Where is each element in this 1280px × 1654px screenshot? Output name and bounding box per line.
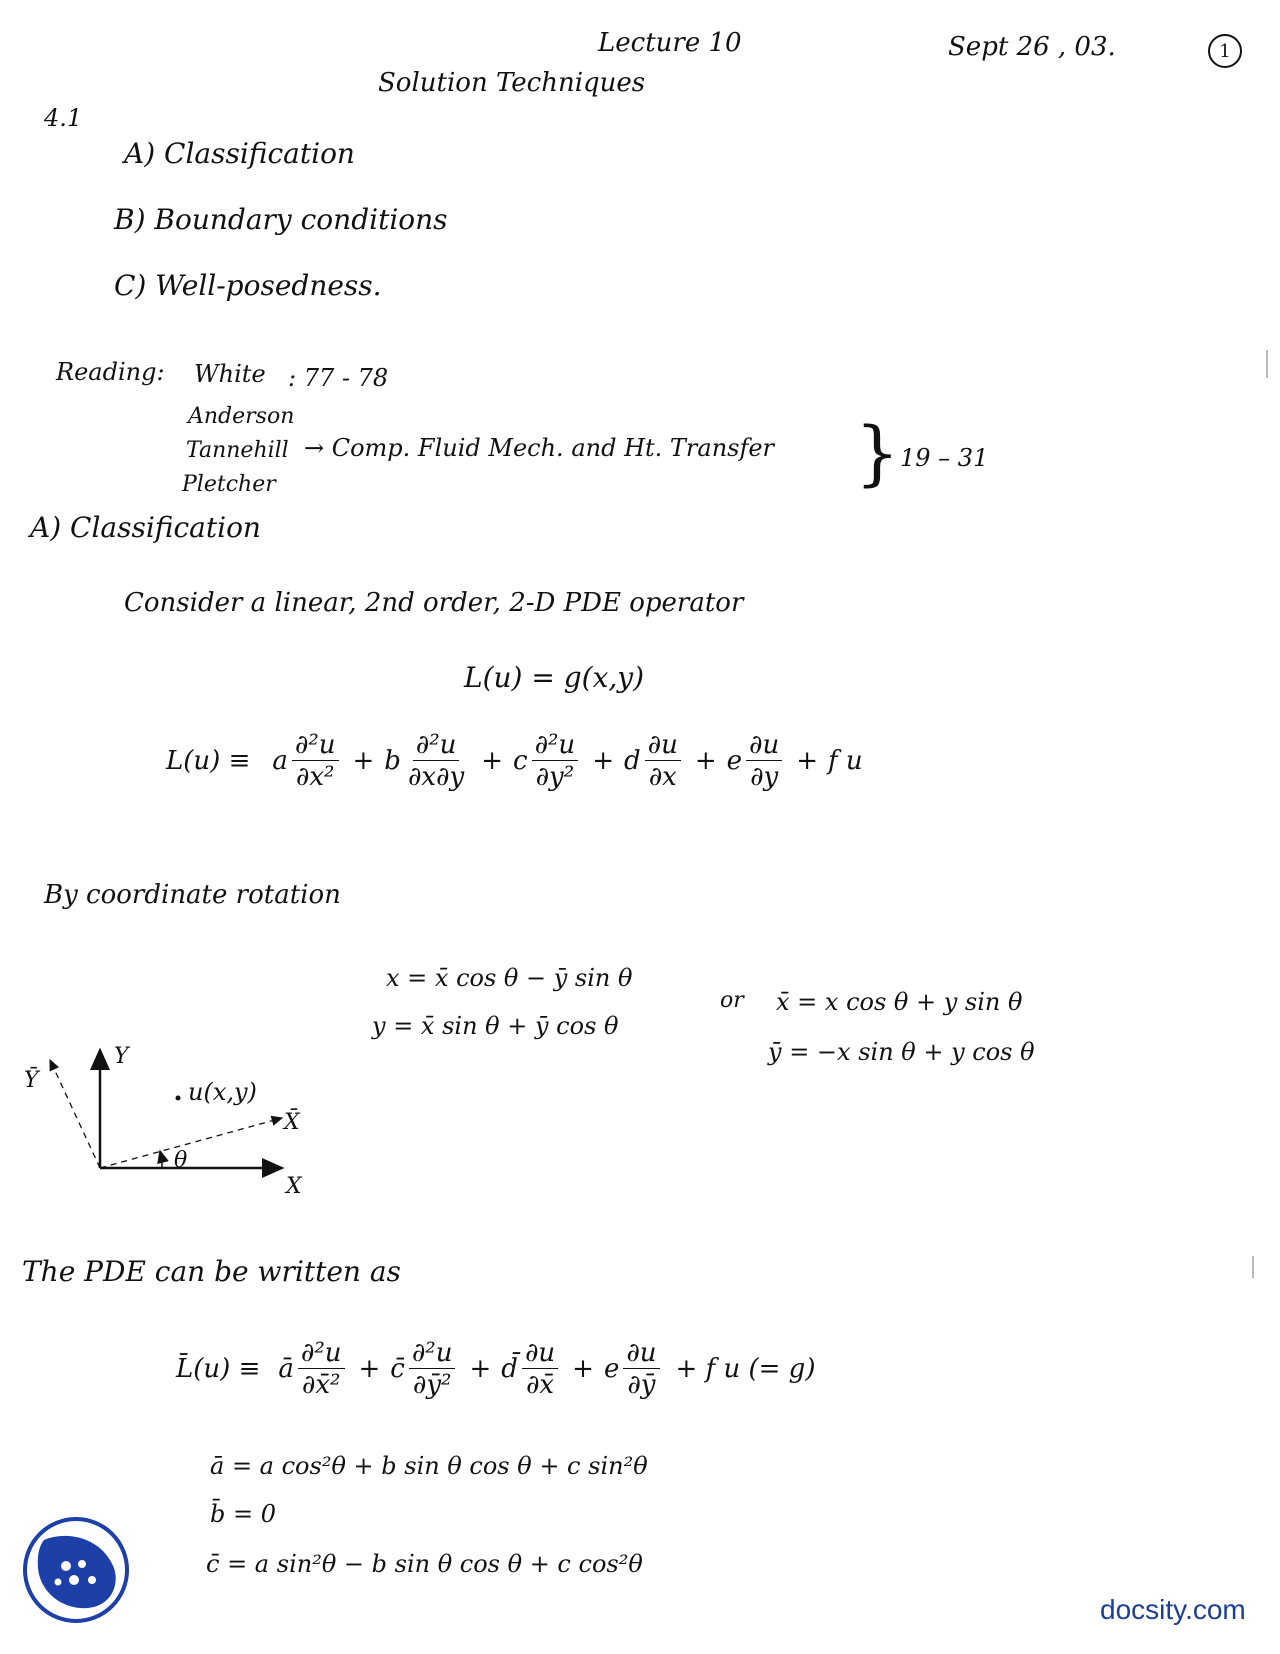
- rotation-eq-x: x = x̄ cos θ − ȳ sin θ: [386, 964, 633, 992]
- term-uy: $\frac{\partial u}{\partial y}$: [746, 732, 782, 790]
- reading-label: Reading:: [56, 358, 165, 386]
- reading-book: → Comp. Fluid Mech. and Ht. Transfer: [304, 434, 775, 462]
- operator-definition: L(u) ≡ a $\frac{\text{∂²u}}{\text{∂x²}}$ + b $\frac{\text{∂²u}}{\partial x\partial y}$ + c $\frac{\text{∂²u}}{\text{∂y²}}$ + d $\frac{\partial u}{\partial x}$ + e $\frac{\partial u}{\partial y}$ + f u: [166, 730, 863, 792]
- coef-e-rewritten: e: [603, 1354, 620, 1384]
- lecture-title: Lecture 10: [598, 28, 742, 58]
- scan-artifact: [1266, 350, 1268, 378]
- diagram-xbar-label: X̄: [284, 1110, 300, 1135]
- reading-author-pletcher: Pletcher: [182, 472, 276, 497]
- coefficient-c-bar: c̄ = a sin²θ − b sin θ cos θ + c cos²θ: [206, 1550, 643, 1578]
- outline-item-c: C) Well-posedness.: [114, 269, 382, 302]
- scan-artifact: [1252, 1256, 1254, 1278]
- rotation-or: or: [720, 988, 744, 1013]
- term-uxy: $\frac{\text{∂²u}}{\partial x\partial y}$: [407, 730, 465, 792]
- rewritten-intro: The PDE can be written as: [22, 1255, 401, 1288]
- classification-heading: A) Classification: [30, 511, 261, 544]
- angle-arc: [160, 1151, 162, 1168]
- reading-book-pages: 19 – 31: [900, 444, 989, 472]
- coef-b: b: [384, 746, 401, 776]
- coef-d-bar: d̄: [501, 1354, 518, 1384]
- lecture-date: Sept 26 , 03.: [948, 32, 1116, 62]
- rotation-eq-ybar: ȳ = −x sin θ + y cos θ: [768, 1038, 1035, 1066]
- reading-author-anderson: Anderson: [188, 404, 295, 429]
- coef-d: d: [623, 746, 641, 776]
- reading-white: White: [194, 360, 266, 388]
- diagram-angle-label: θ: [174, 1148, 188, 1173]
- rotation-eq-xbar: x̄ = x cos θ + y sin θ: [776, 988, 1023, 1016]
- term-uxbarxbar: $\frac{\text{∂²u}}{\text{∂x̄²}}$: [298, 1340, 345, 1398]
- x-bar-axis-line: [100, 1118, 282, 1168]
- rewritten-tail: + f u (= g): [675, 1354, 816, 1384]
- operator-equation: L(u) = g(x,y): [464, 661, 645, 694]
- coef-a: a: [272, 746, 288, 776]
- term-uybarybar: $\frac{\text{∂²u}}{\text{∂ȳ²}}$: [409, 1340, 456, 1398]
- term-uyy: $\frac{\text{∂²u}}{\text{∂y²}}$: [532, 732, 579, 790]
- diagram-point-label: u(x,y): [188, 1078, 257, 1106]
- coefficient-b-bar: b̄ = 0: [210, 1500, 276, 1528]
- term-uxbar: $\frac{\partial u}{\partial x̄}$: [522, 1340, 558, 1398]
- term-uxx: $\frac{\text{∂²u}}{\text{∂x²}}$: [292, 732, 339, 790]
- section-number: 4.1: [44, 104, 83, 132]
- rewritten-operator: L̄(u) ≡ ā $\frac{\text{∂²u}}{\text{∂x̄²}}$ + c̄ $\frac{\text{∂²u}}{\text{∂ȳ²}}$ + d̄ $\frac{\partial u}{\partial x̄}$ + e $\frac{\partial u}{\partial ȳ}$ + f u (= g): [176, 1338, 816, 1400]
- reading-brace: }: [855, 412, 900, 494]
- diagram-ybar-label: Ȳ: [24, 1068, 39, 1093]
- term-uybar: $\frac{\partial u}{\partial ȳ}$: [623, 1340, 659, 1398]
- coefficient-a-bar: ā = a cos²θ + b sin θ cos θ + c sin²θ: [210, 1452, 648, 1480]
- outline-item-a: A) Classification: [124, 137, 355, 170]
- rotation-heading: By coordinate rotation: [44, 880, 341, 910]
- y-bar-axis-line: [50, 1060, 100, 1168]
- term-ux: $\frac{\partial u}{\partial x}$: [645, 732, 681, 790]
- diagram-y-label: Y: [114, 1044, 129, 1069]
- docsity-logo-icon: [22, 1516, 130, 1624]
- consider-sentence: Consider a linear, 2nd order, 2-D PDE operator: [124, 588, 744, 618]
- page-title: Solution Techniques: [378, 68, 646, 98]
- coef-e: e: [726, 746, 743, 776]
- reading-author-tannehill: Tannehill: [186, 438, 289, 463]
- page-number: 1: [1208, 34, 1242, 68]
- coef-a-bar: ā: [278, 1354, 294, 1384]
- docsity-brand-text[interactable]: docsity.com: [1100, 1594, 1246, 1625]
- coef-c-bar: c̄: [390, 1354, 405, 1384]
- coef-c: c: [513, 746, 528, 776]
- coef-f: f u: [828, 746, 863, 776]
- def-lhs: L(u) ≡: [166, 746, 251, 776]
- point-marker: [176, 1096, 181, 1101]
- reading-white-pages: : 77 - 78: [288, 364, 389, 392]
- rewritten-lhs: L̄(u) ≡: [176, 1354, 261, 1384]
- outline-item-b: B) Boundary conditions: [114, 203, 448, 236]
- diagram-x-label: X: [286, 1174, 302, 1199]
- rotation-eq-y: y = x̄ sin θ + ȳ cos θ: [372, 1012, 619, 1040]
